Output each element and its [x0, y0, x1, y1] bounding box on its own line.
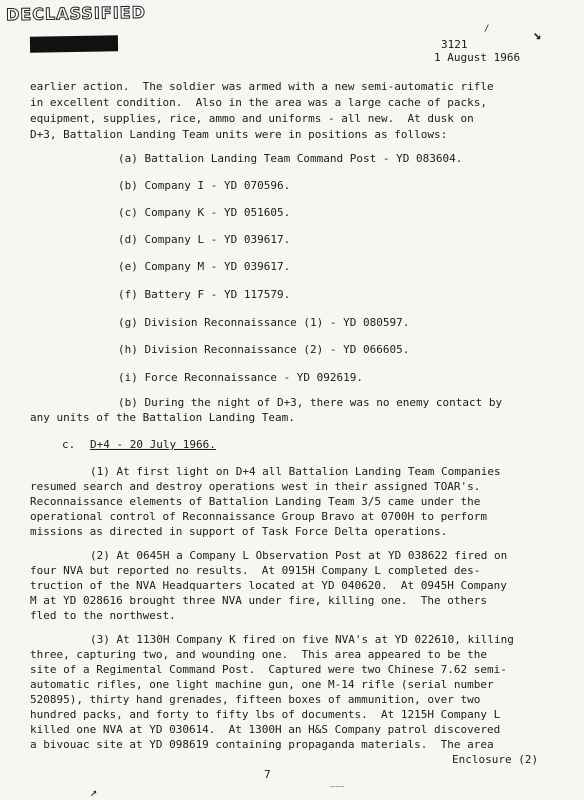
para2-line: four NVA but reported no results. At 0915H Company L completed des-: [30, 564, 481, 577]
position-item: (c) Company K - YD 051605.: [118, 206, 291, 219]
para2-line: truction of the NVA Headquarters located at YD 040620. At 0945H Company: [30, 579, 507, 592]
position-item: (e) Company M - YD 039617.: [118, 260, 291, 273]
position-item: (a) Battalion Landing Team Command Post - YD 083604.: [118, 152, 463, 165]
section-title: D+4 - 20 July 1966.: [90, 438, 216, 451]
para2-line: fled to the northwest.: [30, 609, 176, 622]
position-item: (i) Force Reconnaissance - YD 092619.: [118, 371, 364, 384]
position-item: (h) Division Reconnaissance (2) - YD 066605.: [118, 343, 410, 356]
para3-line: three, capturing two, and wounding one. This area appeared to be the: [30, 648, 487, 661]
para3-line: site of a Regimental Command Post. Captured were two Chinese 7.62 semi-: [30, 663, 507, 676]
night-line: any units of the Battalion Landing Team.: [30, 411, 295, 424]
position-item: (d) Company L - YD 039617.: [118, 233, 291, 246]
position-item: (g) Division Reconnaissance (1) - YD 080597.: [118, 316, 410, 329]
para1-line: missions as directed in support of Task Force Delta operations.: [30, 525, 448, 538]
declassified-stamp: DECLASSIFIED: [5, 2, 147, 25]
para3-line: automatic rifles, one light machine gun, one M-14 rifle (serial number: [30, 678, 494, 691]
position-item: (b) Company I - YD 070596.: [118, 179, 291, 192]
para1-line: operational control of Reconnaissance Group Bravo at 0700H to perform: [30, 510, 487, 523]
position-item: (f) Battery F - YD 117579.: [118, 288, 291, 301]
para1-line: (1) At first light on D+4 all Battalion Landing Team Companies: [90, 465, 501, 478]
enclosure-label: Enclosure (2): [452, 753, 539, 766]
page-number: 7: [264, 768, 271, 781]
para3-line: hundred packs, and forty to fifty lbs of documents. At 1215H Company L: [30, 708, 501, 721]
para1-line: Reconnaissance elements of Battalion Landing Team 3/5 came under the: [30, 495, 481, 508]
handwritten-arrow-mark: ↘: [533, 27, 542, 43]
para3-line: killed one NVA at YD 030614. At 1300H an H&S Company patrol discovered: [30, 723, 501, 736]
document-number: 3121: [441, 38, 468, 51]
handwritten-mark: /: [484, 24, 490, 34]
section-label: c.: [62, 438, 76, 451]
night-line: (b) During the night of D+3, there was no enemy contact by: [118, 396, 503, 409]
intro-line: D+3, Battalion Landing Team units were in positions as follows:: [30, 128, 448, 141]
faint-scribble-icon: ~~~: [330, 782, 345, 791]
intro-line: equipment, supplies, rice, ammo and uniforms - all new. At dusk on: [30, 112, 474, 125]
intro-line: earlier action. The soldier was armed with a new semi-automatic rifle: [30, 80, 494, 93]
para2-line: (2) At 0645H a Company L Observation Post at YD 038622 fired on: [90, 549, 508, 562]
para3-line: a bivouac site at YD 098619 containing propaganda materials. The area: [30, 738, 494, 751]
para3-line: (3) At 1130H Company K fired on five NVA's at YD 022610, killing: [90, 633, 514, 646]
document-date: 1 August 1966: [434, 51, 521, 64]
para2-line: M at YD 028616 brought three NVA under fire, killing one. The others: [30, 594, 487, 607]
para1-line: resumed search and destroy operations west in their assigned TOAR's.: [30, 480, 481, 493]
handwritten-scribble-icon: ↗: [90, 785, 98, 799]
intro-line: in excellent condition. Also in the area was a large cache of packs,: [30, 96, 487, 109]
redaction-bar: [30, 35, 118, 53]
para3-line: 520895), thirty hand grenades, fifteen boxes of ammunition, over two: [30, 693, 481, 706]
